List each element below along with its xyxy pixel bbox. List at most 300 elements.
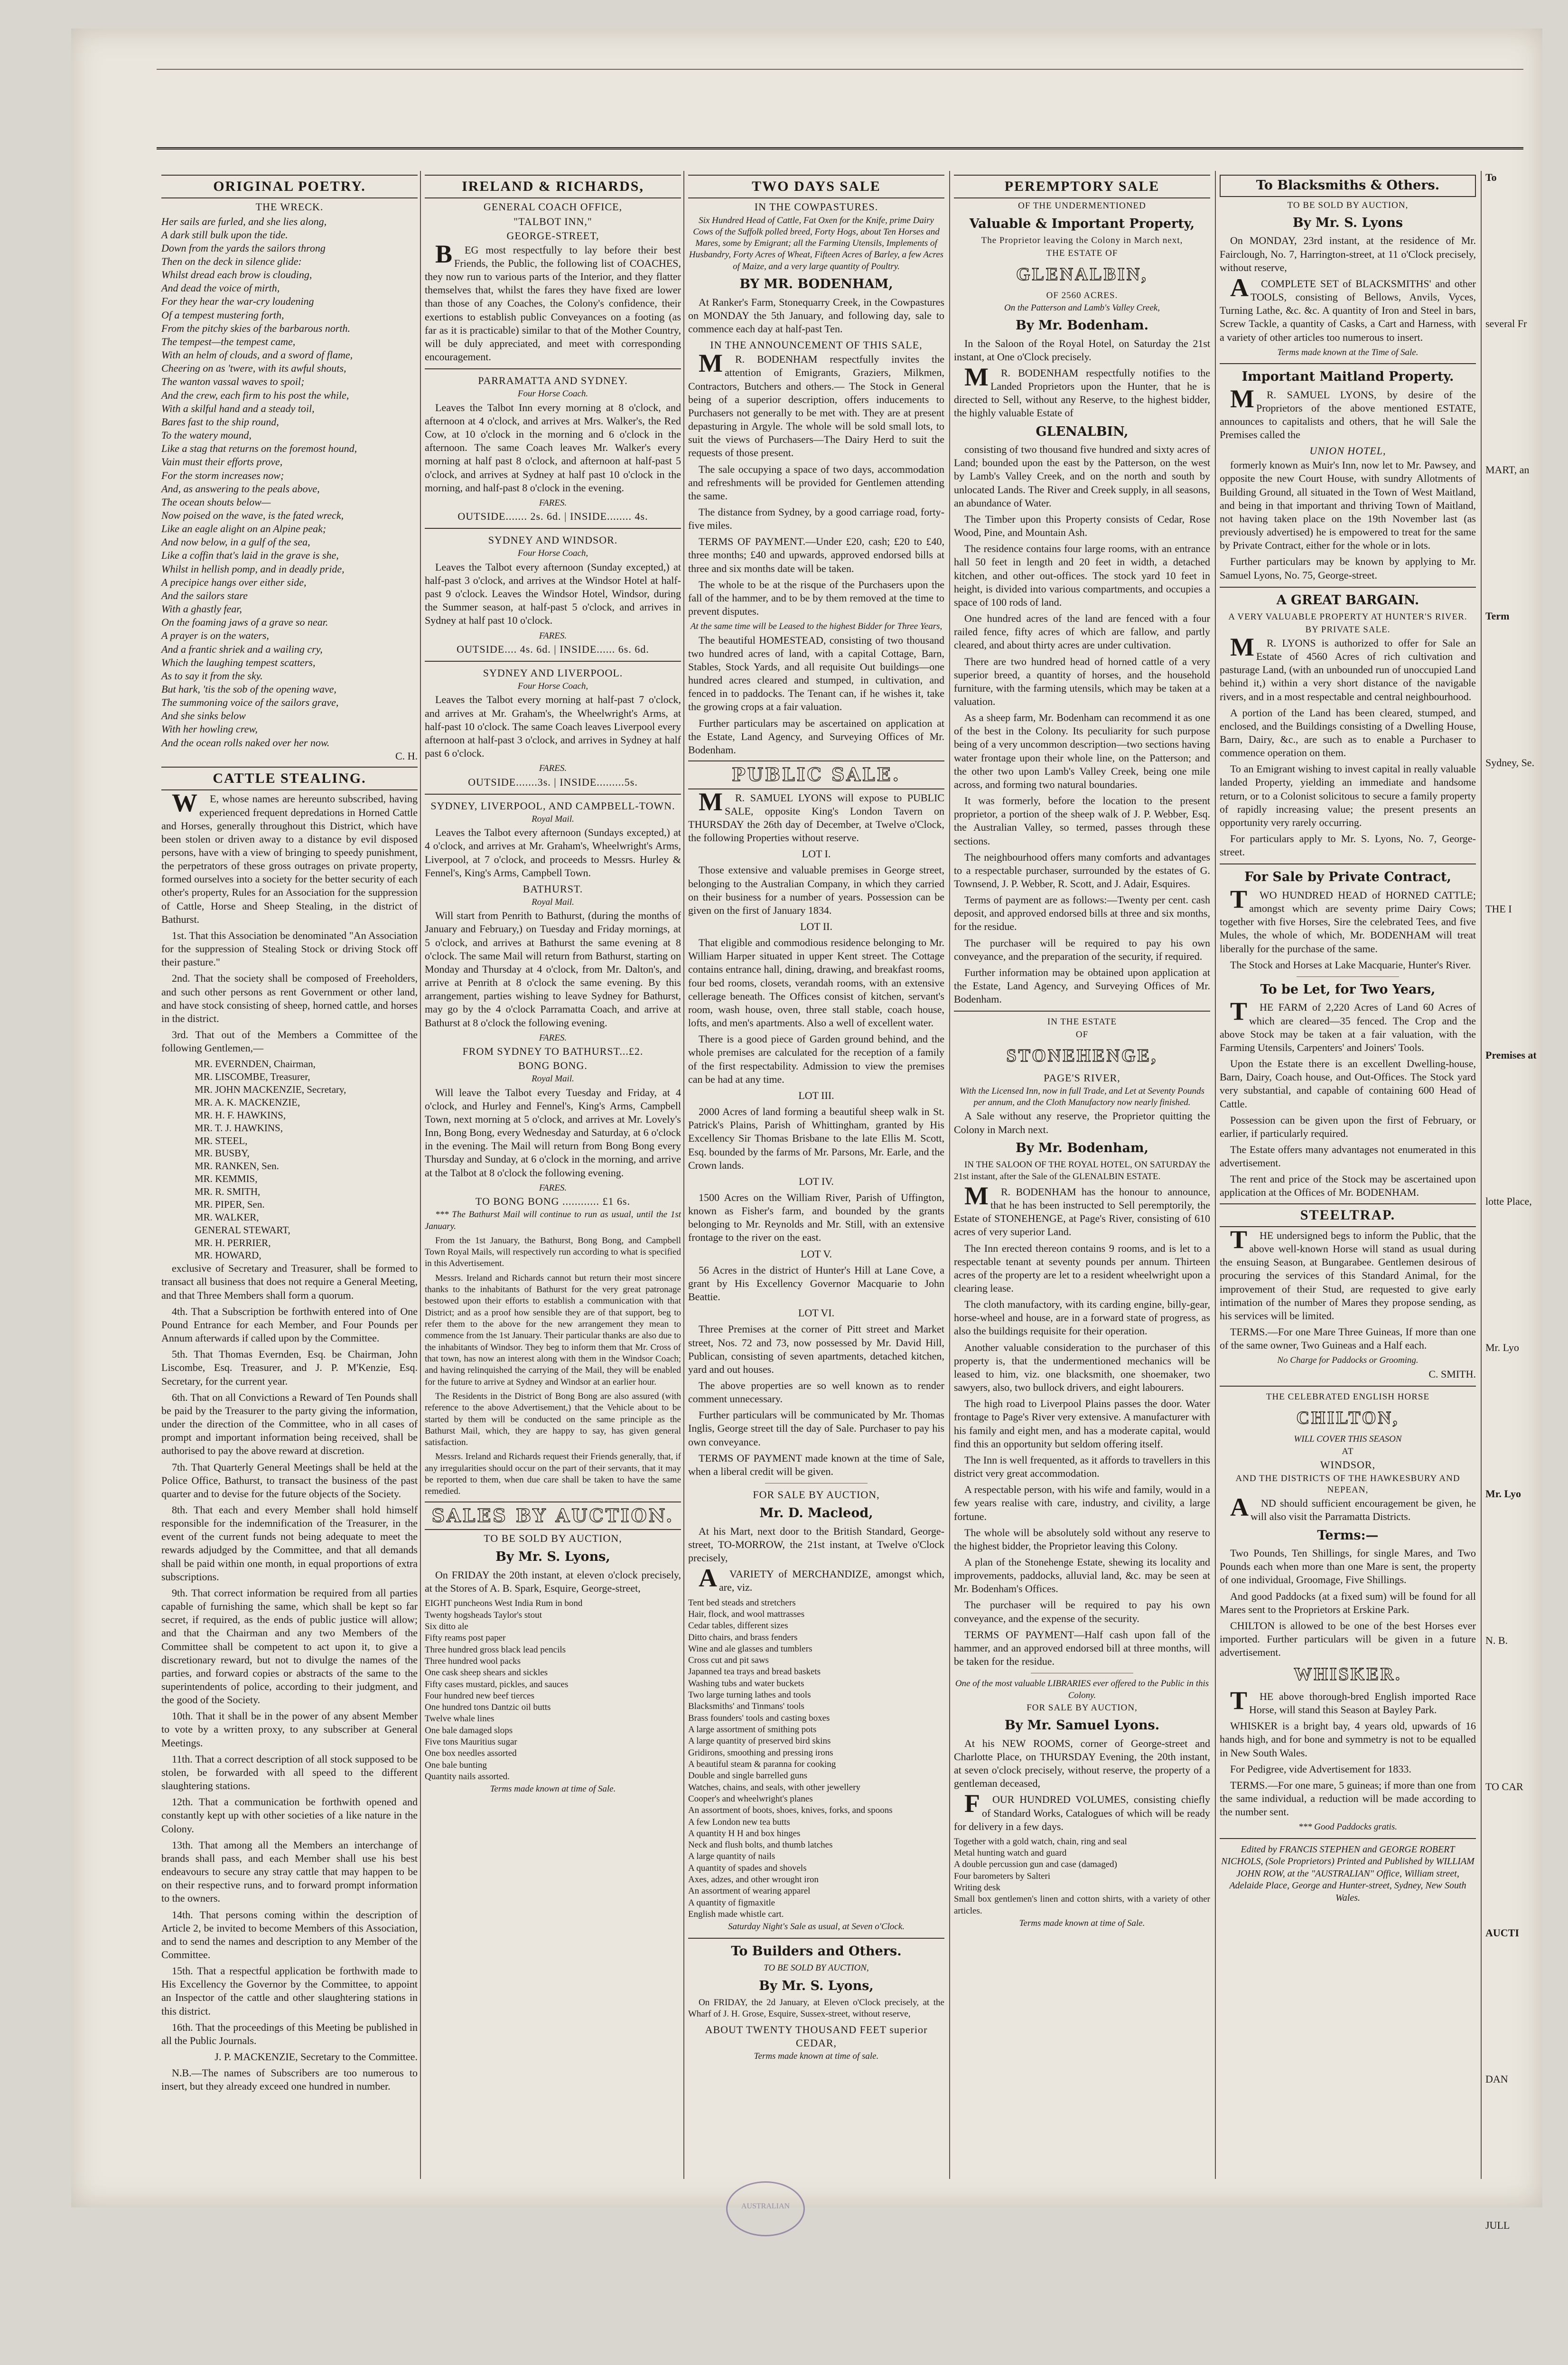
sale-item: One box needles assorted [425,1748,517,1759]
rule-10: 10th. That it shall be in the power of any absent Member to vote by a written proxy, to any subscriber at General Meetings. [161,1710,418,1749]
poem-line: A prayer is on the waters, [161,629,269,642]
para: IN THE SALOON OF THE ROYAL HOTEL, ON SATURDAY the 21st instant, after the Sale of the GLENALBIN ESTATE. [954,1160,1210,1182]
sale-item: Twenty hogsheads Taylor's stout [425,1610,542,1620]
sale-item: English made whistle cart. [688,1909,784,1920]
sale-item: An assortment of boots, shoes, knives, forks, and spoons [688,1805,893,1816]
poem-signature: C. H. [395,750,418,762]
auctioneer: By Mr. S. Lyons [1292,215,1403,230]
poem-line: Of a tempest mustering forth, [161,309,284,321]
divider [954,1011,1210,1012]
committee-name: MR. JOHN MACKENZIE, Secretary, [195,1084,346,1096]
lot-terms: TERMS OF PAYMENT made known at the time of Sale, when a liberal credit will be given. [688,1452,944,1477]
cropped-fragment: Term [1485,610,1510,622]
sale-item: Three hundred wool packs [425,1656,521,1666]
poem-line: The wanton vassal waves to spoil; [161,375,305,388]
secretary-signature: J. P. MACKENZIE, Secretary to the Committee. [215,2051,418,2063]
column-separator [420,171,421,2179]
rule-3b: exclusive of Secretary and Treasurer, shall be formed to transact all business that does not require a General Meeting, and that Three Members shall form a quorum. [161,1262,418,1301]
sale-item: Cross cut and pit saws [688,1655,769,1666]
poem-line: But hark, 'tis the sob of the opening wave, [161,683,336,695]
para: TWO HUNDRED HEAD of HORNED CATTLE; amongst which are seventy prime Dairy Cows; together with five Horses, Sire the celebrated Tees, and five Mules, the whole of which, Mr. BODENHAM will treat liberally for the purchase of the same. [1220,884,1476,955]
sale-items [688,1597,944,1921]
lease-note: At the same time will be Leased to the highest Bidder for Three Years, [690,621,943,632]
union-hotel: UNION HOTEL, [1309,445,1386,457]
cropped-fragment: several Fr [1485,318,1527,330]
para: The Timber upon this Property consists of Cedar, Rose Wood, Pine, and Mountain Ash. [954,513,1210,539]
blacksmiths-heading: To Blacksmiths & Others. [1220,175,1476,197]
library-item: Together with a gold watch, chain, ring and seal [954,1836,1127,1847]
para: Another valuable consideration to the purchaser of this property is, that the undermentioned mechanics will be leased to him, viz. one blacksmith, one shoemaker, two sawyers, also, two bullock drivers, and eight labourers. [954,1341,1210,1394]
poem-line: The tempest—the tempest came, [161,335,296,347]
for-sale: FOR SALE BY AUCTION, [1027,1702,1138,1713]
sale-text: At his Mart, next door to the British Standard, George-street, TO-MORROW, the 21st instant, at Twelve o'Clock precisely, [688,1525,944,1564]
coach-heading: IRELAND & RICHARDS, [425,175,681,198]
sale-item: Ditto chairs, and brass fenders [688,1632,798,1642]
lot-text: Three Premises at the corner of Pitt street and Market street, Nos. 72 and 73, now possessed by Mr. David Hill, Publican, consisting of seven apartments, detached kitchen, yard and out houses. [688,1323,944,1375]
para: THE undersigned begs to inform the Public, that the above well-known Horse will stand as usual during the ensuing Season, at Bungarabee. Gentlemen desirous of procuring the services of this Standard Animal, for the improvement of their Stud, are requested to give early intimation of the number of Mares they propose sending, as his services will be limited. [1220,1225,1476,1322]
para: TERMS OF PAYMENT.—Under £20, cash; £20 to £40, three months; £40 and upwards, approved endorsed bills at three and six months date will be taken. [688,535,944,574]
poem-line: Cheering on as 'twere, with its awful shouts, [161,362,346,375]
no-charge: No Charge for Paddocks or Grooming. [1277,1355,1419,1366]
poem-line: Like a stag that returns on the foremost hound, [161,442,357,455]
poem-line: With a ghastly fear, [161,603,242,615]
route-sub: Four Horse Coach, [517,548,588,559]
rule-3: 3rd. That out of the Members a Committee of the following Gentlemen,— [161,1029,418,1054]
para: The residence contains four large rooms, with an entrance hall 50 feet in length and 20 feet in width, a detached kitchen, and other out-offices. The stock yard 10 feet in height, is divided into various compartments, and occupies a space of 100 rods of land. [954,543,1210,608]
column-1 [161,171,418,2096]
para: MR. SAMUEL LYONS, by desire of the Proprietors of the above mentioned ESTATE, announces to capitalists and others, that he will Sale the Premises called the [1220,384,1476,441]
column-separator [949,171,950,2179]
route-title: SYDNEY AND LIVERPOOL. [483,667,623,679]
auctioneer: By Mr. Bodenham, [1016,1140,1148,1155]
para: The purchaser will be required to pay his own conveyance, and the expense of the security. [954,1599,1210,1624]
sale-item: Washing tubs and water buckets [688,1678,804,1689]
lot-text: That eligible and commodious residence belonging to Mr. William Harper situated in upper Kent street. The Cottage contains entrance hall, dining, drawing, and breakfast rooms, four bed rooms, closets, verandah rooms, with an extensive cellerage beneath. The Offices consist of kitchen, servant's room, wash house, oven, three stall stable, coach house, lofts, and men's apartments. Also a well of excellent water. [688,937,944,1029]
para: As a sheep farm, Mr. Bodenham can recommend it as one of the best in the Colony. Its peculiarity for such purpose being of a very uncommon description—two sections having water frontage upon their whole line, on the Patterson; and the other two upon Lamb's Valley Creek, being one mile across, and forming two natural boundaries. [954,712,1210,790]
para: The Inn is well frequented, as it affords to travellers in this district very great accommodation. [954,1454,1210,1480]
sale-item: A few London new tea butts [688,1817,790,1827]
lot-text: 56 Acres in the district of Hunter's Hill at Lane Cove, a grant by His Excellency Governor Macquarie to John Beattie. [688,1264,944,1303]
poem-line: Like a coffin that's laid in the grave is she, [161,549,339,562]
sale-lead: AVARIETY of MERCHANDIZE, amongst which, are, viz. [699,1564,944,1594]
para: One hundred acres of the land are fenced with a four railed fence, fifty acres of which are fallow, and partly cleared, and about thirty acres are under cultivation. [954,612,1210,651]
maitland-heading: Important Maitland Property. [1241,369,1454,384]
terms: Terms made known at the Time of Sale. [1277,347,1419,357]
poem-line: Down from the yards the sailors throng [161,242,326,254]
para: TERMS.—For one Mare Three Guineas, If more than one of the same owner, Two Guineas and a Half each. [1220,1326,1476,1351]
note: Messrs. Ireland and Richards cannot but return their most sincere thanks to the inhabitants of Bathurst for the very great patronage bestowed upon their efforts to establish a communication with that District; and as a proof how sensible they are of that support, beg to refer them to the above for the new arrangement they mean to commence from the 1st January. Their particular thanks are also due to the inhabitants of Windsor. They beg to inform them that Mr. Cross of that town, has now an interest along with them in the Windsor Coach; and having relinquished the carrying of the Mail, they will be enabled for the future to arrive at Sydney and Windsor at an earlier hour. [425,1273,681,1387]
sale-item: Brass founders' tools and casting boxes [688,1713,830,1723]
fares: TO BONG BONG ............ £1 6s. [475,1195,631,1208]
chilton-title: CHILTON, [1296,1408,1400,1428]
sale-terms: Terms made known at time of sale. [754,2051,879,2061]
para: AND should sufficient encouragement be given, he will also visit the Parramatta Districts. [1230,1493,1476,1523]
para: A plan of the Stonehenge Estate, shewing its locality and improvements, paddocks, alluvial land, &c. may be seen at Mr. Bodenham's Offices. [954,1556,1210,1595]
rule-5: 5th. That Thomas Evernden, Esq. be Chairman, John Liscombe, Esq. Treasurer, and J. P. M'Kenzie, Esq. Secretary, for the current year. [161,1348,418,1387]
proprietor-note: The Proprietor leaving the Colony in March next, [981,235,1183,246]
cropped-fragment: AUCTI [1485,1926,1519,1939]
cattle-intro: WE, whose names are hereunto subscribed, having experienced frequent depredations in Horned Cattle and Horses, generally throughout this District, which have been stolen or driven away to a distance by evil disposed persons, have with a view of bringing to speedy punishment, the perpetrators of these gross outrages on private property, formed ourselves into a society for the better security of each other's property, Rules for an Association for the suppression of Cattle, Horse and Sheep Stealing, in the district of Bathurst. [161,788,418,925]
para: consisting of two thousand five hundred and sixty acres of Land; bounded upon the east by the Patterson, on the west by Lamb's Valley Creek, and on the north and south by unlocated Lands. The River and Creek supply, in all seasons, an abundance of Water. [954,443,1210,509]
column-2 [425,171,681,1796]
auctioneer: BY MR. BODENHAM, [739,277,893,292]
para: WHISKER is a bright bay, 4 years old, upwards of 16 hands high, and for bone and symmetry is not to be equalled in New South Wales. [1220,1720,1476,1759]
sale-item: One bale damaged slops [425,1725,513,1736]
poem-line: Now poised on the wave, is the fated wreck, [161,509,344,521]
poem-line: For the storm increases now; [161,469,284,481]
auctioneer: Mr. D. Macleod, [759,1506,873,1521]
poem-line: Vain must their efforts prove, [161,456,283,468]
route-text: Leaves the Talbot every afternoon (Sundays excepted,) at 4 o'clock, and arrives at Mr. Graham's, Wheelwright's Arms, Liverpool, at 7 o'clock, and proceeds to Messrs. Hurley & Fennel's, King's Arms, Campbell Town. [425,826,681,879]
divider [1220,863,1476,864]
rule-15: 15th. That a respectful application be forthwith made to His Excellency the Governor by the Committee, to appoint an Inspector of the cattle and other slaughtering stations in this district. [161,1965,418,2017]
poem-line: A precipice hangs over either side, [161,576,307,588]
committee-name: MR. H. PERRIER, [195,1237,271,1248]
divider [1297,976,1399,977]
poem-line: Then on the deck in silence glide: [161,255,302,268]
sale-item: A large quantity of preserved bird skins [688,1736,831,1746]
of: OF [1075,1029,1089,1040]
sale-item: Quantity nails assorted. [425,1772,510,1782]
committee-name: MR. WALKER, [195,1211,259,1223]
fares-label: FARES. [539,630,567,641]
rule-7: 7th. That Quarterly General Meetings shall be held at the Police Office, Bathurst, to transact the business of the past quarter and to devise for the future objects of the Society. [161,1461,418,1500]
para: The whole to be at the risque of the Purchasers upon the fall of the hammer, and to be by them removed at the time to prevent disputes. [688,578,944,618]
divider [425,794,681,795]
para: The rent and price of the Stock may be ascertained upon application at the Offices of Mr. BODENHAM. [1220,1173,1476,1199]
to-be-sold: TO BE SOLD BY AUCTION, [764,1963,869,1973]
para: At his NEW ROOMS, corner of George-street and Charlotte Place, on THURSDAY Evening, the 20th instant, at seven o'clock precisely, without reserve, the property of a gentleman deceased, [954,1737,1210,1790]
divider [425,661,681,662]
pages-river: PAGE'S RIVER, [1044,1071,1120,1084]
note: *** The Bathurst Mail will continue to run as usual, until the 1st January. [425,1210,681,1231]
steeltrap-heading: STEELTRAP. [1220,1203,1476,1227]
para: For Pedigree, vide Advertisement for 1833. [1230,1763,1411,1775]
sale-item: A quantity of figmaxitle [688,1897,775,1908]
in-the-estate: IN THE ESTATE [1047,1017,1117,1027]
to-be-sold: TO BE SOLD BY AUCTION, [484,1532,622,1545]
sale-item: Wine and ale glasses and tumblers [688,1643,812,1654]
lot-label: LOT I. [802,848,831,860]
para: The neighbourhood offers many comforts and advantages to a respectable purchaser, surrounded by the estates of G. Townsend, J. P. Webber, R. Scott, and J. Adair, Esquires. [954,851,1210,890]
glenalbin-title: GLENALBIN, [1016,264,1148,284]
para: There are two hundred head of horned cattle of a very superior breed, a quantity of horses, and the household furniture, with the farming utensils, which may be taken at a valuation. [954,655,1210,707]
poem-line: And the crew, each firm to his post the while, [161,389,349,401]
para: The beautiful HOMESTEAD, consisting of two thousand two hundred acres of land, with a capital Cottage, Barn, Stables, Stock Yards, and all requisite Out buildings—one hundred acres cleared and stumped, in cultivation, and fenced in to paddocks. The Tenant can, if he wishes it, take the growing crops at a fair valuation. [688,634,944,713]
column-separator [1481,171,1482,2179]
two-days-sale-heading: TWO DAYS SALE [688,175,944,198]
builders-heading: To Builders and Others. [731,1943,902,1959]
sale-item: A beautiful steam & paranna for cooking [688,1759,836,1769]
committee-name: MR. STEEL, [195,1135,248,1146]
para: For particulars apply to Mr. S. Lyons, No. 7, George-street. [1220,833,1476,858]
committee-name: GENERAL STEWART, [195,1224,290,1236]
sale-item: Blacksmiths' and Tinmans' tools [688,1701,804,1712]
cropped-fragment: To [1485,171,1497,183]
sale-item: Neck and flush bolts, and thumb latches [688,1840,833,1850]
poem-line: And now below, in a gulf of the sea, [161,536,310,548]
library-lead: FOUR HUNDRED VOLUMES, consisting chiefly of Standard Works, Catalogues of which will be ready for delivery in a few days. [954,1789,1210,1832]
route-text: Will start from Penrith to Bathurst, (during the months of January and February,) on Tuesday and Friday mornings, at 5 o'clock, and arrives at Bathurst the same evening at 8 o'clock. The same Mail will return from Bathurst, starting on Monday and Thursday at 4 o'clock, from Mr. Dalton's, and arrive at Penrith at 8 o'clock the same evening. By this arrangement, parties wishing to leave Sydney for Bathurst, may go by the 4 o'clock Parramatta Coach, and arrive at Bathurst at 8 o'clock the following evening. [425,910,681,1029]
fares-label: FARES. [539,763,567,774]
divider [1220,1838,1476,1839]
cowpastures: IN THE COWPASTURES. [754,201,878,213]
poem-line: Whilst in hellish pomp, and in deadly pride, [161,563,345,575]
route-sub: Four Horse Coach. [517,389,588,399]
para: The sale occupying a space of two days, accommodation and refreshments will be provided for Gentlemen attending the same. [688,463,944,502]
sale-item: One cask sheep shears and sickles [425,1668,548,1678]
rule-14: 14th. That persons coming within the description of Article 2, be invited to become Members of this Association, and to send the names and description to any Member of the Committee. [161,1908,418,1961]
para: The Stock and Horses at Lake Macquarie, Hunter's River. [1230,958,1471,971]
route-title: BATHURST. [523,882,583,895]
route-sub: Four Horse Coach, [517,681,588,692]
announcement: IN THE ANNOUNCEMENT OF THIS SALE, [710,339,923,351]
sale-note: Saturday Night's Sale as usual, at Seven o'Clock. [728,1922,905,1932]
estate-of: THE ESTATE OF [1046,248,1118,258]
para: Further particulars may be ascertained on application at the Estate, Land Agency, and Surveying Offices of Mr. Bodenham. [688,717,944,756]
lot-label: LOT III. [798,1089,834,1101]
sale-item: Tent bed steads and stretchers [688,1597,796,1608]
committee-names [161,1058,418,1262]
great-bargain-heading: A GREAT BARGAIN. [1276,592,1419,608]
route-title: SYDNEY AND WINDSOR. [488,534,618,546]
at: AT [1342,1446,1354,1457]
poem-line: To the watery mound, [161,429,252,441]
lot-label: LOT V. [800,1248,832,1260]
districts: AND THE DISTRICTS OF THE HAWKESBURY AND NEPEAN, [1235,1473,1460,1495]
para: The Inn erected thereon contains 9 rooms, and is let to a respectable tenant at seventy pounds per annum. Thirteen acres of the property are let to a resident wheelwright upon a clearing lease. [954,1242,1210,1295]
sale-item: ABOUT TWENTY THOUSAND FEET superior CEDAR, [705,2023,928,2049]
sale-item: Two large turning lathes and tools [688,1690,811,1700]
lot-text: There is a good piece of Garden ground behind, and the whole premises are calculated for the reception of a family of the first respectability. Admission to view the premises can be had at any time. [688,1033,944,1085]
para: Possession can be given upon the first of February, or earlier, if particularly required. [1220,1114,1476,1139]
sale-item: Fifty reams post paper [425,1633,506,1643]
fares: OUTSIDE.......3s. | INSIDE.........5s. [468,776,638,788]
para: To an Emigrant wishing to invest capital in really valuable landed Property, yielding an immediate and handsome return, or to a Colonist solicitous to secure a family property of rapidly increasing value; the present presents an opportunity very rarely occurring. [1220,763,1476,828]
route-text: Leaves the Talbot every afternoon (Sunday excepted,) at half-past 3 o'clock, and arrives at the Windsor Hotel at half-past 9 o'clock. Leaves the Windsor Hotel, Windsor, during the Summer season, at half-past 5 o'clock, and arrives in Sydney at half past 10 o'clock. [425,561,681,627]
rule-16: 16th. That the proceedings of this Meeting be published in all the Public Journals. [161,2021,418,2046]
para: The whole will be absolutely sold without any reserve to the highest bidder, the Proprietor leaving this Colony. [954,1526,1210,1552]
acres: OF 2560 ACRES. [1046,290,1118,300]
rule-8: 8th. That each and every Member shall hold himself responsible for the indemnification of the Treasurer, in the event of the current funds not being adequate to meet the rewards adjudged by the Committee, and that all demands shall be paid within one month, in equal proportions of extra subscriptions. [161,1503,418,1583]
to-be-sold: TO BE SOLD BY AUCTION, [1287,200,1409,210]
fares: OUTSIDE....... 2s. 6d. | INSIDE........ 4s. [457,510,648,523]
celebrated-horse: THE CELEBRATED ENGLISH HORSE [1266,1391,1430,1402]
estate-lead: With the Licensed Inn, now in full Trade, and Let at Seventy Pounds per annum, and the Cloth Manufactory now nearly finished. [959,1086,1205,1108]
coach-office: GENERAL COACH OFFICE, [483,201,623,213]
poem-line: Which the laughing tempest scatters, [161,656,316,668]
para: Upon the Estate there is an excellent Dwelling-house, Barn, Dairy, Coach house, and Out-Offices. The Stock yard very substantial, and capable of containing 600 Head of Cattle. [1220,1058,1476,1110]
para: ACOMPLETE SET of BLACKSMITHS' and other TOOLS, consisting of Bellows, Anvils, Vyces, Turning Lathe, &c. &c. A quantity of Iron and Steel in bars, Screw Tackle, a quantity of Casks, a Cart and Harness, with a variety of other articles too numerous to insert. [1220,273,1476,343]
sale-item: Hair, flock, and wool mattrasses [688,1609,805,1619]
para: The Estate offers many advantages not enumerated in this advertisement. [1220,1143,1476,1169]
sale-item: Twelve whale lines [425,1714,495,1724]
sale-text: On FRIDAY, the 2d January, at Eleven o'Clock precisely, at the Wharf of J. H. Grose, Esquire, Sussex-street, without reserve, [688,1998,944,2019]
para: Two Pounds, Ten Shillings, for single Mares, and Two Pounds each when more than one Mare is sent, the property of one individual, Groomage, Five Shillings. [1220,1547,1476,1586]
sale-item: Watches, chains, and seals, with other jewellery [688,1782,861,1793]
bargain-sub: A VERY VALUABLE PROPERTY AT HUNTER'S RIVER. [1228,612,1467,622]
library-item: Writing desk [954,1883,1000,1893]
coach-intro: BEG most respectfully to lay before their best Friends, the Public, the following list of COACHES, they now run to various parts of the Interior, and they flatter themselves that, whilst the fares they have fixed are lower than those of any Coaches, the Colony's confidence, their exertions to establish public Conveyances on a footing (as far as it is practicable) similar to that of the Mother Country, will be duly appreciated, and meet with corresponding encouragement. [425,239,681,363]
public-sale-heading: PUBLIC SALE. [688,760,944,789]
windsor: WINDSOR, [1320,1459,1376,1471]
column-3 [688,171,944,2063]
header-rule [157,147,1523,150]
committee-name: MR. R. SMITH, [195,1186,261,1198]
library-item: Small box gentlemen's linen and cotton shirts, with a variety of other articles. [954,1894,1210,1916]
sale-intro: Six Hundred Head of Cattle, Fat Oxen for the Knife, prime Dairy Cows of the Suffolk polled breed, Forty Hogs, about Ten Horses and Mares, some by Emigrant; all the Farming Utensils, Implements of Husbandry, Forty Acres of Wheat, Fifteen Acres of Barley, a few Acres of Maize, and a very large quantity of Poultry. [689,215,944,272]
route-title: SYDNEY, LIVERPOOL, AND CAMPBELL-TOWN. [430,799,675,812]
lot-text: Further particulars will be communicated by Mr. Thomas Inglis, George street till the day of Sale. Purchaser to pay his own conveyance. [688,1409,944,1448]
para: THE FARM of 2,220 Acres of Land 60 Acres of which are cleared—35 fenced. The Crop and the above Stock may be taken at a fair valuation, with the Farming Utensils, Carpenters' and Joiners' Tools. [1220,997,1476,1053]
route-sub: Royal Mail. [532,897,574,907]
lot-text: Those extensive and valuable premises in George street, belonging to the Australian Company, in which they carried on their business for a number of years. Possession can be given on the first of January 1834. [688,864,944,916]
para: MR. SAMUEL LYONS will expose to PUBLIC SALE, opposite King's London Tavern on THURSDAY the 26th day of December, at Twelve o'Clock, the following Properties without reserve. [688,787,944,844]
poem-line: A dark still bulk upon the tide. [161,228,288,241]
para: Terms of payment are as follows:—Twenty per cent. cash deposit, and approved endorsed bills at three and six months, for the residue. [954,894,1210,933]
committee-name: MR. T. J. HAWKINS, [195,1122,283,1134]
para: And good Paddocks (at a fixed sum) will be found for all Mares sent to the Proprietors at Erskine Park. [1220,1590,1476,1615]
auctioneer: By Mr. Bodenham. [1016,318,1148,333]
to-be-sold: FOR SALE BY AUCTION, [753,1489,880,1501]
sale-item: A quantity H H and box hinges [688,1828,801,1839]
column-5 [1220,171,1476,1905]
sales-by-auction-heading: SALES BY AUCTION. [425,1502,681,1530]
note: The Residents in the District of Bong Bong are also assured (with reference to the above Advertisement,) that the Vehicle about to be started by them will be conducted on the same principle as the Bathurst Mail, which, they are happy to say, has given general satisfaction. [425,1391,681,1448]
para: The cloth manufactory, with its carding engine, billy-gear, horse-wheel and house, are in a forward state of progress, as also the buildings requisite for their operation. [954,1298,1210,1337]
para: On MONDAY, 23rd instant, at the residence of Mr. Fairclough, No. 7, Harrington-street, at 11 o'Clock precisely, without reserve, [1220,235,1476,273]
valuable-property: Valuable & Important Property, [969,216,1195,231]
divider [425,528,681,529]
private-sale: BY PRIVATE SALE. [1305,624,1391,635]
para: Further particulars may be known by applying to Mr. Samuel Lyons, No. 75, George-street. [1220,555,1476,581]
top-rule [157,69,1523,70]
para: The high road to Liverpool Plains passes the door. Water frontage to Page's River very extensive. A manufacturer with his family and eight men, and has a moderate capital, would find this an opportunity but seldom offering itself. [954,1398,1210,1450]
poem-line: From the pitchy skies of the barbarous north. [161,322,350,334]
lot-text: 1500 Acres on the William River, Parish of Uffington, known as Fisher's farm, and bounded by the grants belonging to Mr. Reynolds and Mr. Still, with an extensive frontage to the river on the east. [688,1191,944,1244]
sale-item: Fifty cases mustard, pickles, and sauces [425,1679,569,1689]
poem-line: Bares fast to the ship round, [161,415,279,428]
route-text: Leaves the Talbot Inn every morning at 8 o'clock, and afternoon at 4 o'clock, and arrives at Mrs. Walker's, the Red Cow, at 10 o'clock in the morning and 6 o'clock in the afternoon. The same Coach leaves Mr. Walker's every morning at half past 8 o'clock, and afternoon at half-past 5 o'clock, and arrives at Sydney at half past 10 o'clock in the morning, and half-past 8 o'clock in the evening. [425,401,681,494]
poetry-heading: ORIGINAL POETRY. [161,175,418,198]
lot-text: The above properties are so well known as to render comment unnecessary. [688,1380,944,1405]
paddocks-note: *** Good Paddocks gratis. [1298,1822,1397,1832]
poem-line: Whilst dread each brow is clouding, [161,269,312,281]
rule-4: 4th. That a Subscription be forthwith entered into of One Pound Entrance for each Member, and Four Pounds per Annum afterwards if called upon by the Committee. [161,1305,418,1344]
location: On the Patterson and Lamb's Valley Creek, [1004,302,1160,313]
george-street: GEORGE-STREET, [506,229,599,242]
terms-heading: Terms:— [1317,1528,1379,1543]
cropped-fragment: Premises at [1485,1049,1537,1061]
sale-item: One bale bunting [425,1760,487,1770]
lot-label: LOT IV. [799,1175,834,1187]
cropped-fragment: TO CAR [1485,1780,1523,1793]
rule-6: 6th. That on all Convictions a Reward of Ten Pounds shall be paid by the Treasurer to the party giving the information, under the direction of the Committee, who in all cases of prompt and important information being received, shall be authorised to pay the above reward at discretion. [161,1391,418,1457]
will-cover: WILL COVER THIS SEASON [1294,1434,1402,1444]
fares-label: FARES. [539,497,567,508]
rule-9: 9th. That correct information be required from all parties capable of furnishing the same, which shall be kept so far secret, if required, as the ends of public justice will allow; and that the Chairman and any two Members of the Committee shall be competent to act upon it, to give a discretionary reward, but not to divulge the names of the parties, and forward copies or abstracts of the same to the superintendents of police, according to their judgment, and the good of the Society. [161,1586,418,1706]
poem-line: Like an eagle alight on an Alpine peak; [161,523,327,535]
glenalbin-name: GLENALBIN, [1036,424,1129,439]
route-title: PARRAMATTA AND SYDNEY. [478,375,628,387]
para: MR. BODENHAM has the honour to announce, that he has been instructed to Sell peremptorily, the Estate of STONEHENGE, at Page's River, consisting of 610 acres of very superior Land. [954,1181,1210,1238]
rule-11: 11th. That a correct description of all stock supposed to be stolen, be forwarded with all speed to the different slaughtering stations. [161,1753,418,1792]
private-contract-heading: For Sale by Private Contract, [1244,870,1451,885]
para: TERMS OF PAYMENT—Half cash upon fall of the hammer, and an approved endorsed bill at three months, will be taken for the residue. [954,1628,1210,1668]
sale-item: Six ditto ale [425,1621,468,1632]
cropped-fragment: Mr. Lyo [1485,1342,1519,1354]
divider [1220,587,1476,588]
sale-item: Three hundred gross black lead pencils [425,1644,566,1655]
rule-13: 13th. That among all the Members an interchange of brands shall pass, and each Member shall use his best endeavours to secure any stray cattle that may happen to be on their respective runs, and to forward prompt information to the owners. [161,1839,418,1905]
para: MR. BODENHAM respectfully invites the attention of Emigrants, Graziers, Milkmen, Contractors, Butchers and others.— The Stock in General being of a superior description, offers inducements to Purchasers not generally to be met with. They are at present depasturing in Argyle. The whole will be sold small lots, to suit the views of Purchasers—The Dairy Herd to suit the requests of those present. [688,349,944,459]
sale-items [425,1598,681,1783]
fares-label: FARES. [539,1182,567,1193]
para: A Sale without any reserve, the Proprietor quitting the Colony in March next. [954,1110,1210,1136]
poem-line: And dead the voice of mirth, [161,282,280,294]
poem-line: As to say it from the sky. [161,669,263,682]
sale-item: EIGHT puncheons West India Rum in bond [425,1598,583,1609]
para: MR. LYONS is authorized to offer for Sale an Estate of 4560 Acres of rich cultivation and pasturage Land, (with an unbounded run of unoccupied Land behind it,) within a very short distance of the navigable rivers, and in a most respectable and central neighbourhood. [1220,632,1476,703]
poem-line: Her sails are furled, and she lies along, [161,215,327,227]
poem-title: THE WRECK. [255,201,324,213]
route-text: Leaves the Talbot every morning at half-past 7 o'clock, and arrives at Mr. Graham's, the Wheelwright's Arms, at half-past 10 o'clock. The same Coach leaves Liverpool every afternoon at half-past 3 o'clock, and arrives in Sydney at half past 6 o'clock. [425,694,681,760]
newspaper-page [71,28,1542,2232]
auctioneer: By Mr. S. Lyons, [759,1978,874,1993]
library-stamp: AUSTRALIAN [726,2181,805,2236]
rule-12: 12th. That a communication be forthwith opened and constantly kept up with other societies of a like nature in the Colony. [161,1796,418,1835]
lot-label: LOT VI. [798,1307,835,1319]
note: Messrs. Ireland and Richards request their Friends generally, that, if any irregularities should occur on the part of their servants, that it may be reported to them, when due care shall be taken to have the same remedied. [425,1452,681,1497]
divider [688,1938,944,1939]
cropped-fragment: MART, an [1485,464,1530,476]
para: formerly known as Muir's Inn, now let to Mr. Pawsey, and opposite the new Court House, with sundry Allotments of Building Ground, all situated in the Town of West Maitland, and being in that important and thriving Town of Maitland, not having taken place on the 19th November last (as previously advertised) he is empowered to treat for the same by Private Contract, either for the whole or in lots. [1220,459,1476,552]
cattle-heading: CATTLE STEALING. [161,767,418,790]
route-sub: Royal Mail. [532,814,574,824]
lot-text: 2000 Acres of land forming a beautiful sheep walk in St. Patrick's Plains, Parish of Whittingham, granted by His Excellency Sir Thomas Brisbane to the late Ellis M. Scott, Esq. bounded by the farms of Mr. Parsons, Mr. Earle, and the Crown lands. [688,1106,944,1171]
signature: C. SMITH. [1428,1368,1476,1380]
poem-line: And a frantic shriek and a wailing cry, [161,643,323,655]
committee-name: MR. RANKEN, Sen. [195,1160,279,1172]
lot-label: LOT II. [800,920,833,932]
talbot-inn: "TALBOT INN," [513,215,592,227]
sale-item: Four hundred new beef tierces [425,1690,535,1701]
cropped-fragment: JULL [1485,2219,1510,2232]
divider [1220,363,1476,364]
cropped-fragment: THE I [1485,902,1512,915]
poem-line: And she sinks below [161,710,246,722]
committee-name: MR. PIPER, Sen. [195,1198,265,1210]
poem-line: For they hear the war-cry loudening [161,295,314,308]
rule-2: 2nd. That the society shall be composed of Freeholders, and such other persons as rent Government or other land, and have stock consisting of sheep, horned cattle, and horses in the district. [161,972,418,1024]
cropped-fragment: N. B. [1485,1634,1508,1646]
library-item: A double percussion gun and case (damaged) [954,1859,1118,1870]
para: MR. BODENHAM respectfully notifies to the Landed Proprietors upon the Hunter, that he is directed to Sell, without any Reserve, to the highest bidder, the highly valuable Estate of [954,362,1210,419]
committee-name: MR. H. F. HAWKINS, [195,1109,286,1121]
library-item: Metal hunting watch and guard [954,1848,1067,1858]
cropped-fragment: lotte Place, [1485,1195,1532,1208]
sale-item: Cooper's and wheelwright's planes [688,1793,813,1804]
para: At Ranker's Farm, Stonequarry Creek, in the Cowpastures on MONDAY the 5th January, and following day, sale to commence each day at half-past Ten. [688,296,944,335]
poem-line: With a skilful hand and a steady toil, [161,402,315,414]
cropped-fragment: Sydney, Se. [1485,756,1535,769]
committee-name: MR. LISCOMBE, Treasurer, [195,1071,310,1083]
sale-item: Five tons Mauritius sugar [425,1737,517,1747]
divider [425,368,681,369]
sale-item: Japanned tea trays and bread baskets [688,1667,821,1677]
nota-bene: N.B.—The names of Subscribers are too numerous to insert, but they already exceed one hundred in number. [161,2067,418,2093]
poem-line: And the ocean rolls naked over her now. [161,736,330,749]
